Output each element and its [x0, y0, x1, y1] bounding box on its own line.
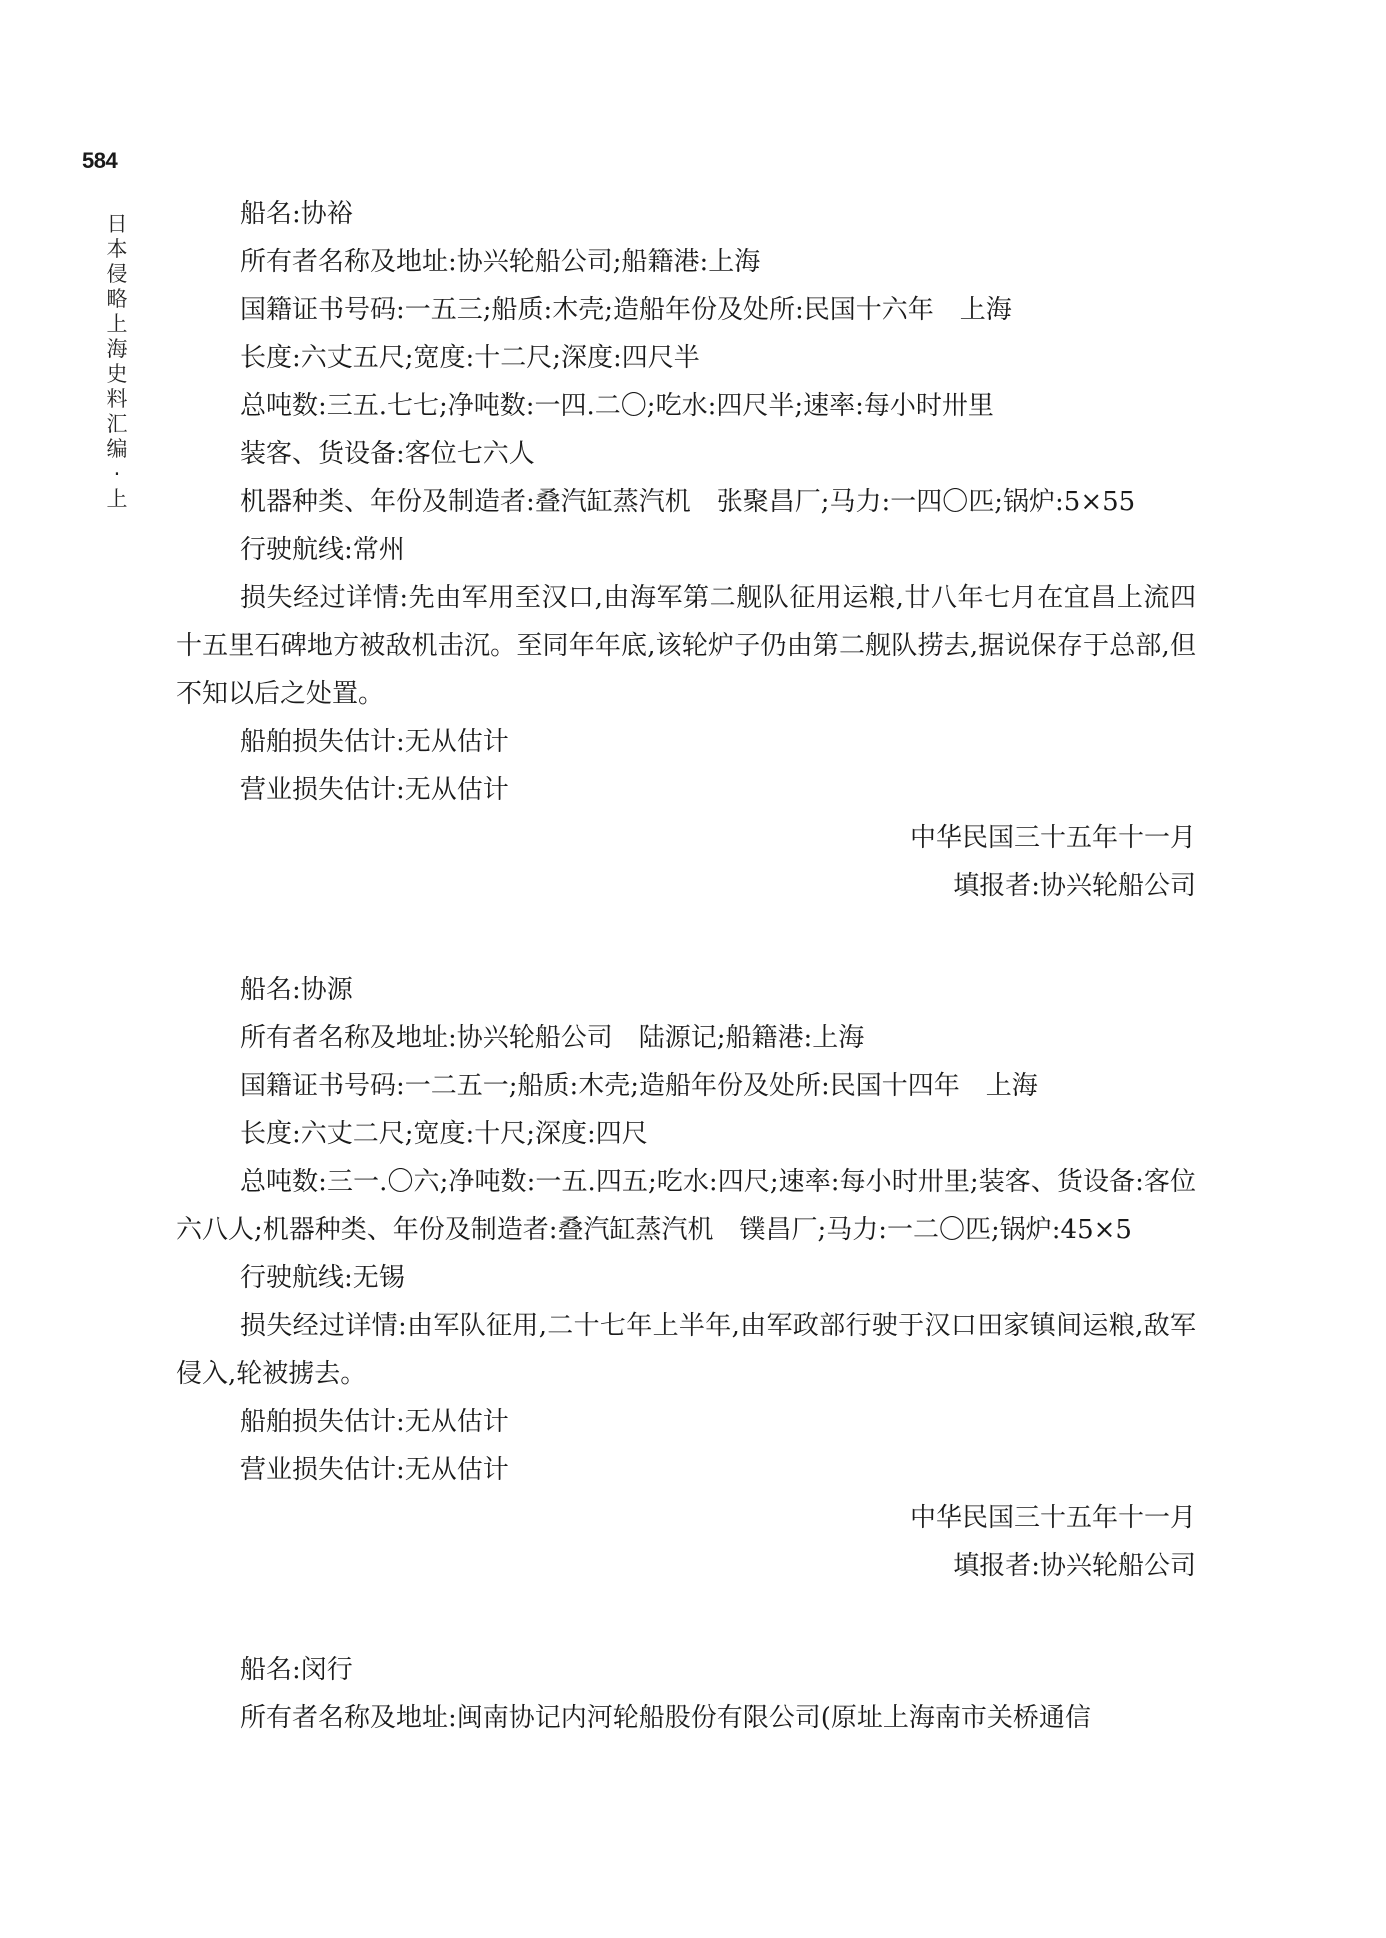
- owner-line: 所有者名称及地址:闽南协记内河轮船股份有限公司(原址上海南市关桥通信: [240, 1703, 1091, 1733]
- dimensions-line: 长度:六丈五尺;宽度:十二尺;深度:四尺半: [240, 343, 700, 373]
- ship-record-xieyuan: [176, 966, 1196, 1590]
- reporter: 填报者:协兴轮船公司: [953, 871, 1196, 901]
- report-date: 中华民国三十五年十一月: [909, 1503, 1196, 1533]
- ship-record-minhang: [176, 1646, 1196, 1742]
- ship-name: 船名:闵行: [240, 1655, 353, 1685]
- registry-line: 国籍证书号码:一二五一;船质:木壳;造船年份及处所:民国十四年 上海: [240, 1071, 1038, 1101]
- report-date: 中华民国三十五年十一月: [909, 823, 1196, 853]
- registry-line: 国籍证书号码:一五三;船质:木壳;造船年份及处所:民国十六年 上海: [240, 295, 1012, 325]
- business-loss-line: 营业损失估计:无从估计: [240, 775, 509, 805]
- tonnage-machinery-paragraph: 总吨数:三一.〇六;净吨数:一五.四五;吃水:四尺;速率:每小时卅里;装客、货设备:客位六八人;机器种类、年份及制造者:叠汽缸蒸汽机 镤昌厂;马力:一二〇匹;锅炉:45×5: [176, 1167, 1196, 1245]
- reporter: 填报者:协兴轮船公司: [953, 1551, 1196, 1581]
- owner-line: 所有者名称及地址:协兴轮船公司 陆源记;船籍港:上海: [240, 1023, 865, 1053]
- page-number: 584: [82, 148, 118, 173]
- ship-name: 船名:协源: [240, 975, 353, 1005]
- book-title-vertical: 日本侵略上海史料汇编·上: [106, 212, 128, 511]
- route-line: 行驶航线:常州: [240, 535, 405, 565]
- ship-record-xieyu: [176, 190, 1196, 910]
- dimensions-line: 长度:六丈二尺;宽度:十尺;深度:四尺: [240, 1119, 648, 1149]
- loss-details-paragraph: 损失经过详情:由军队征用,二十七年上半年,由军政部行驶于汉口田家镇间运粮,敌军侵入,轮被掳去。: [176, 1311, 1196, 1389]
- tonnage-line: 总吨数:三五.七七;净吨数:一四.二〇;吃水:四尺半;速率:每小时卅里: [240, 391, 994, 421]
- ship-name: 船名:协裕: [240, 199, 353, 229]
- business-loss-line: 营业损失估计:无从估计: [240, 1455, 509, 1485]
- machinery-line: 机器种类、年份及制造者:叠汽缸蒸汽机 张聚昌厂;马力:一四〇匹;锅炉:5×55: [240, 487, 1136, 517]
- owner-line: 所有者名称及地址:协兴轮船公司;船籍港:上海: [240, 247, 761, 277]
- loss-details-paragraph: 损失经过详情:先由军用至汉口,由海军第二舰队征用运粮,廿八年七月在宜昌上流四十五里石碑地方被敌机击沉。至同年年底,该轮炉子仍由第二舰队捞去,据说保存于总部,但不知以后之处置。: [176, 583, 1196, 709]
- passenger-line: 装客、货设备:客位七六人: [240, 439, 535, 469]
- route-line: 行驶航线:无锡: [240, 1263, 405, 1293]
- ship-loss-line: 船舶损失估计:无从估计: [240, 727, 509, 757]
- document-body: [176, 190, 1196, 1742]
- ship-loss-line: 船舶损失估计:无从估计: [240, 1407, 509, 1437]
